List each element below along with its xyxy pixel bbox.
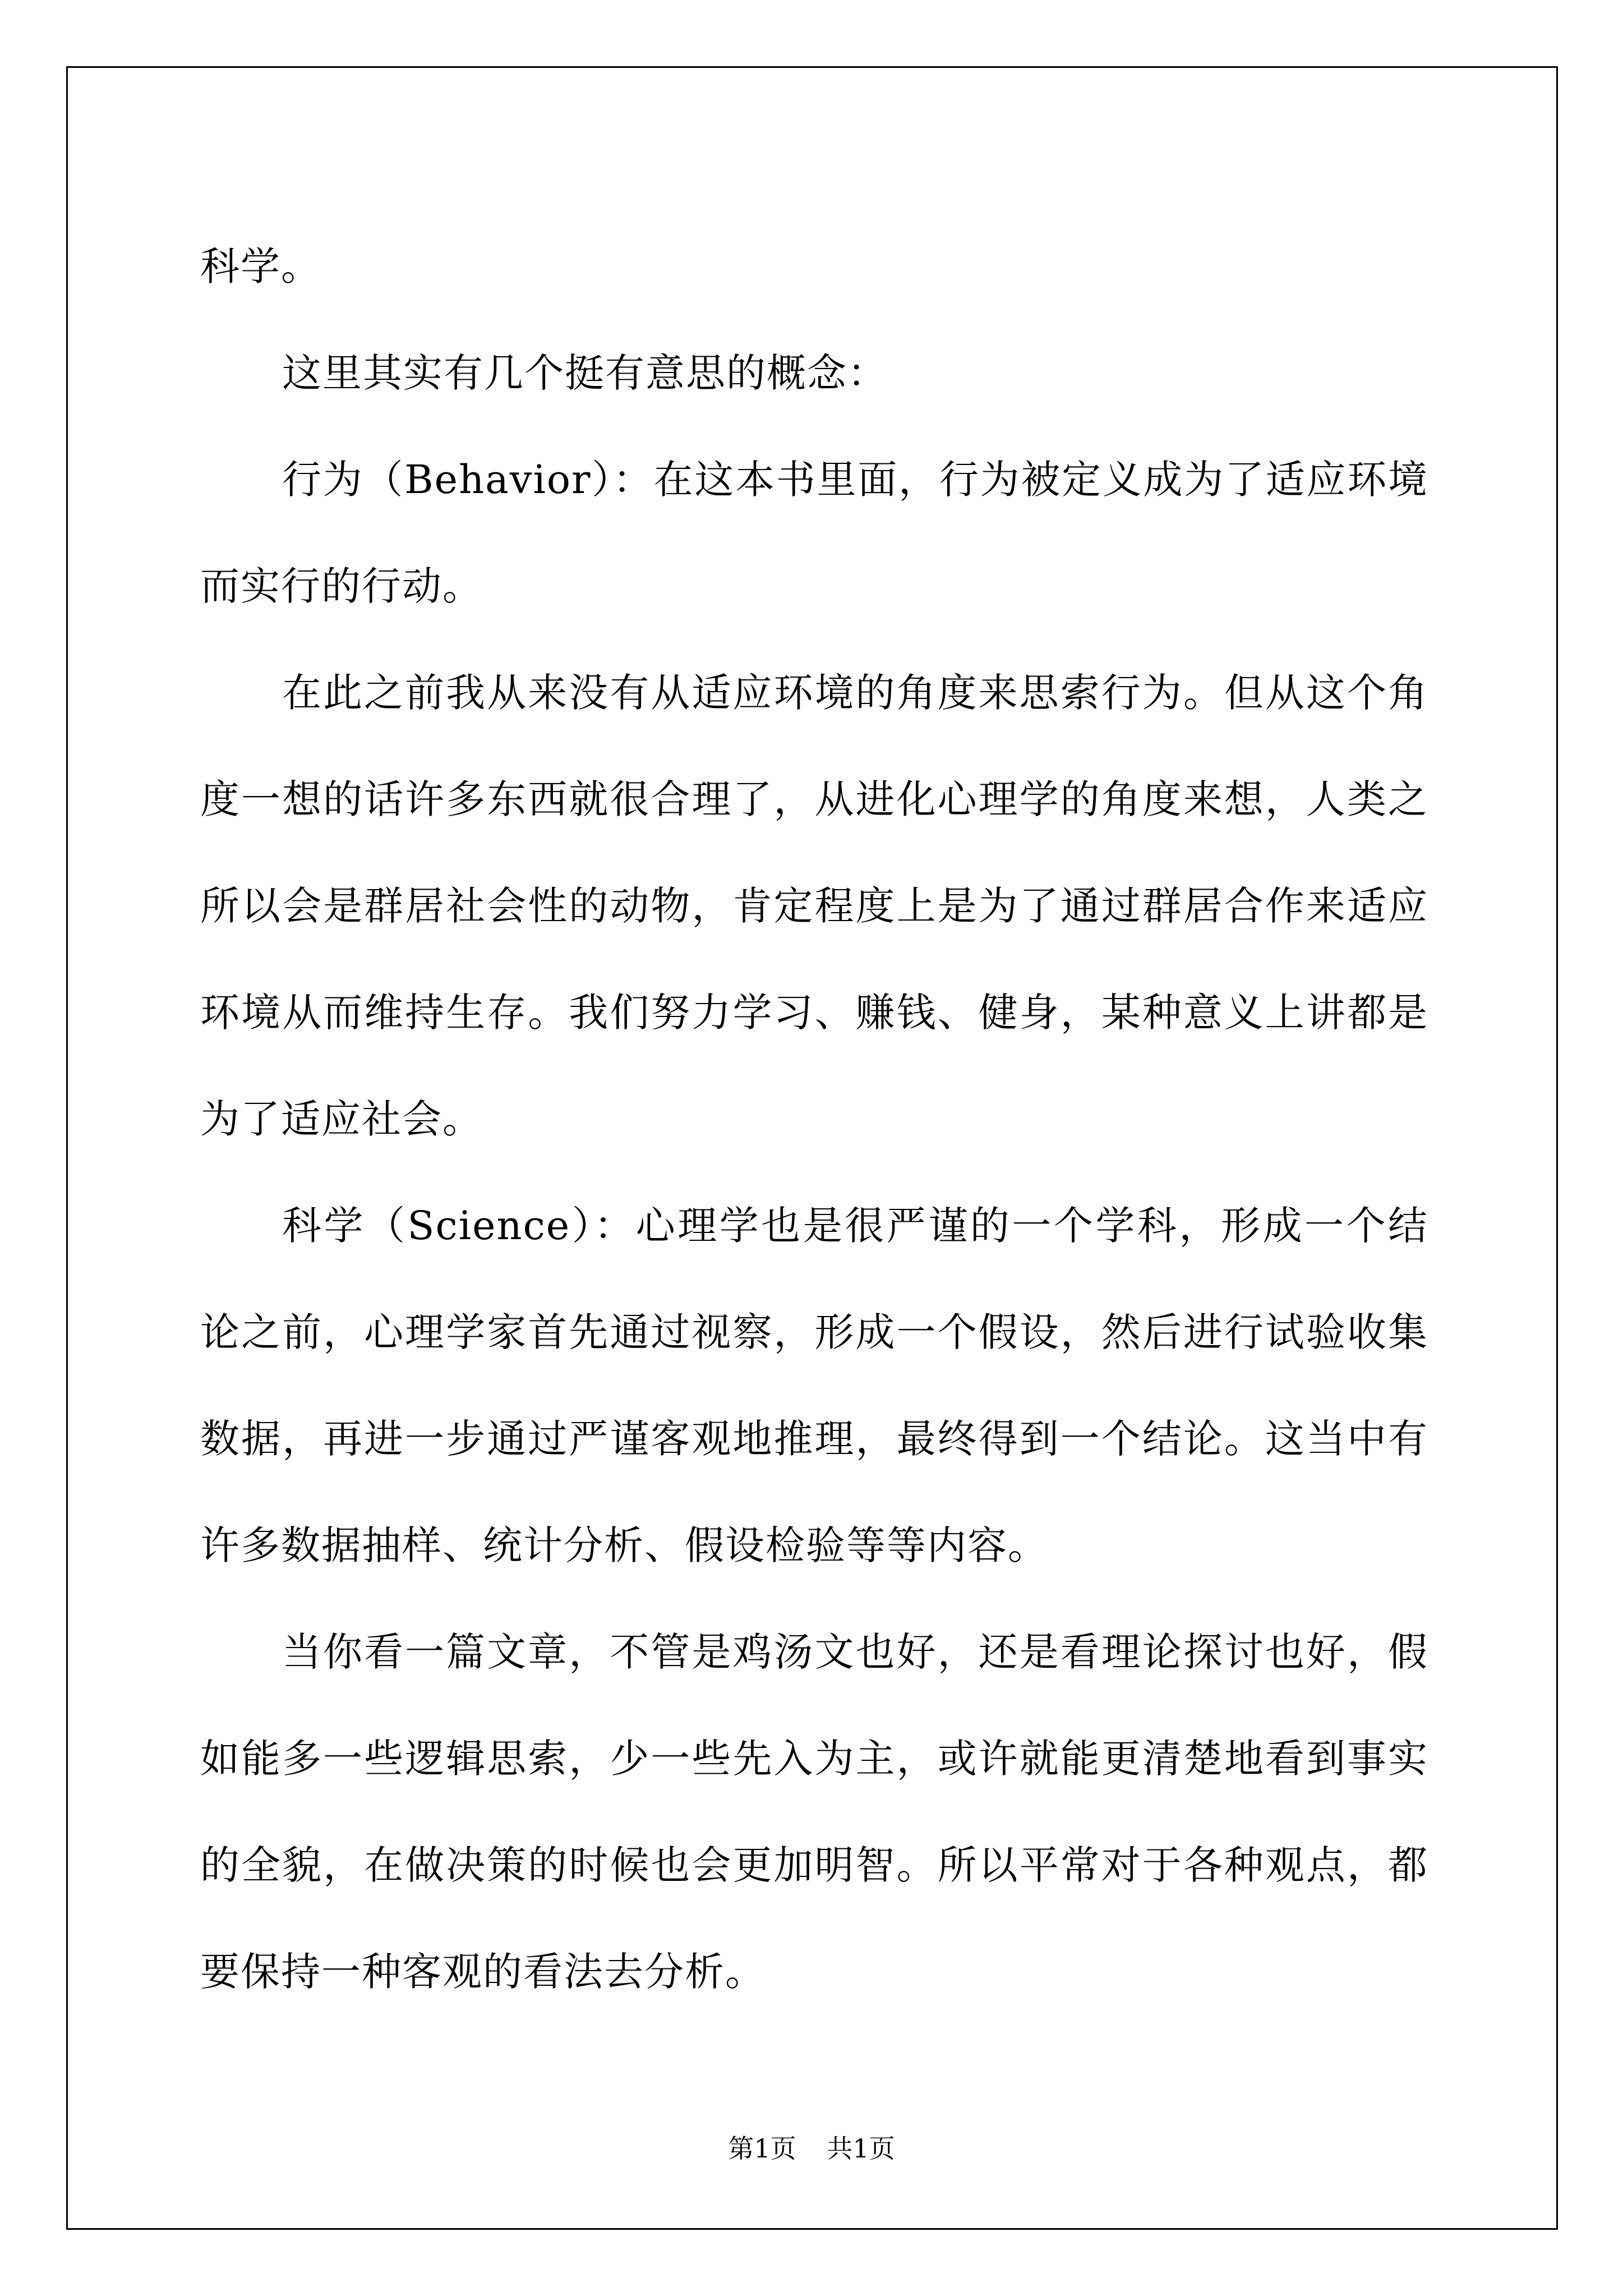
- paragraph-6: 当你看一篇文章，不管是鸡汤文也好，还是看理论探讨也好，假如能多一些逻辑思索，少一些先入为主，或许就能更清楚地看到事实的全貌，在做决策的时候也会更加明智。所以平常对于各种观点，都要保持一种客观的看法去分析。: [200, 1629, 1428, 1995]
- page-number-total: 共1页: [827, 2133, 895, 2164]
- page-footer: [0, 2132, 1623, 2165]
- document-body: [200, 213, 1428, 2025]
- paragraph-1: 科学。: [200, 243, 321, 289]
- paragraph-5: 科学（Science）：心理学也是很严谨的一个学科，形成一个结论之前，心理学家首先通过视察，形成一个假设，然后进行试验收集数据，再进一步通过严谨客观地推理，最终得到一个结论。这当中有许多数据抽样、统计分析、假设检验等等内容。: [200, 1203, 1428, 1568]
- paragraph-2: 这里其实有几个挺有意思的概念：: [282, 350, 888, 396]
- paragraph-3: 行为（Behavior）：在这本书里面，行为被定义成为了适应环境而实行的行动。: [200, 457, 1428, 609]
- paragraph-4: 在此之前我从来没有从适应环境的角度来思索行为。但从这个角度一想的话许多东西就很合理了，从进化心理学的角度来想，人类之所以会是群居社会性的动物，肯定程度上是为了通过群居合作来适应环境从而维持生存。我们努力学习、赚钱、健身，某种意义上讲都是为了适应社会。: [200, 670, 1428, 1142]
- page-number-current: 第1页: [728, 2133, 796, 2164]
